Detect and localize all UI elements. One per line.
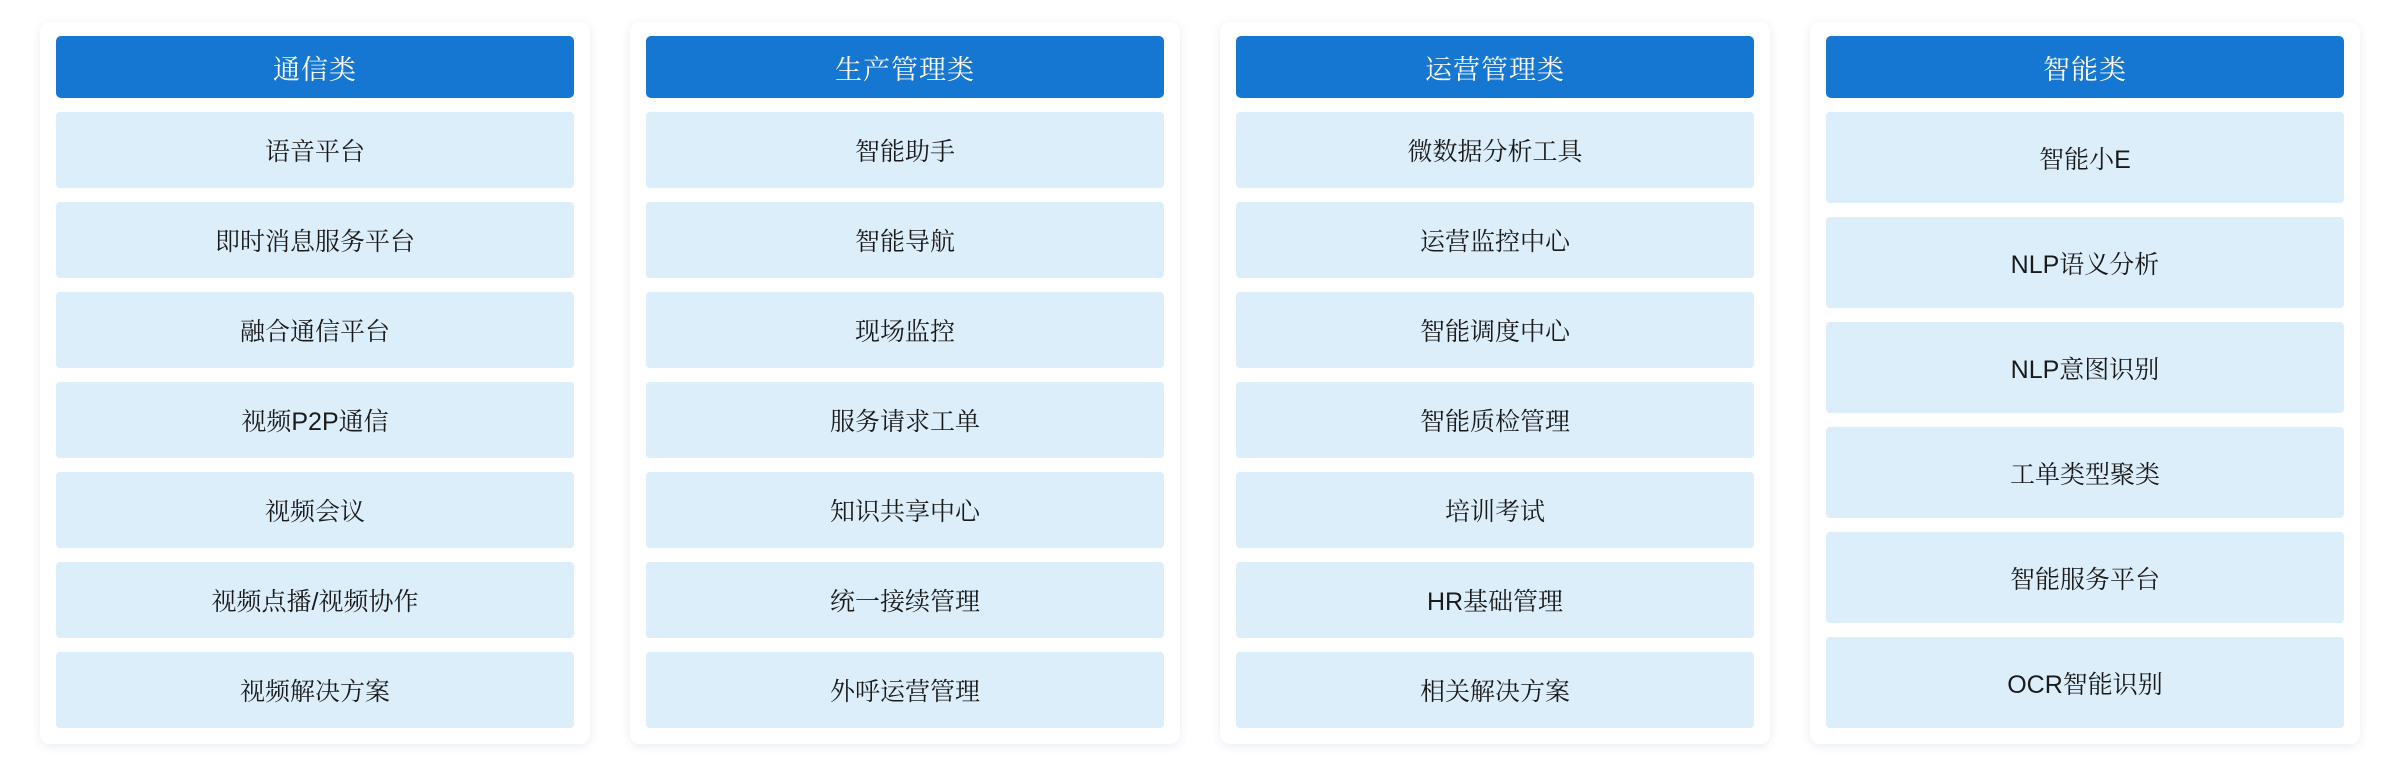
list-item[interactable]: 工单类型聚类: [1826, 427, 2344, 518]
list-item[interactable]: NLP意图识别: [1826, 322, 2344, 413]
list-item[interactable]: 语音平台: [56, 112, 574, 188]
column-header-operations-management: 运营管理类: [1236, 36, 1754, 98]
list-item[interactable]: 智能导航: [646, 202, 1164, 278]
list-item[interactable]: OCR智能识别: [1826, 637, 2344, 728]
column-header-production-management: 生产管理类: [646, 36, 1164, 98]
list-item[interactable]: 外呼运营管理: [646, 652, 1164, 728]
column-header-intelligence: 智能类: [1826, 36, 2344, 98]
category-column-communication: [40, 22, 590, 744]
list-item[interactable]: 统一接续管理: [646, 562, 1164, 638]
list-item[interactable]: 微数据分析工具: [1236, 112, 1754, 188]
column-items-communication: [56, 112, 574, 728]
list-item[interactable]: 视频解决方案: [56, 652, 574, 728]
list-item[interactable]: 即时消息服务平台: [56, 202, 574, 278]
list-item[interactable]: 智能服务平台: [1826, 532, 2344, 623]
column-header-communication: 通信类: [56, 36, 574, 98]
list-item[interactable]: HR基础管理: [1236, 562, 1754, 638]
category-column-intelligence: [1810, 22, 2360, 744]
list-item[interactable]: 智能小E: [1826, 112, 2344, 203]
list-item[interactable]: 视频P2P通信: [56, 382, 574, 458]
list-item[interactable]: 智能质检管理: [1236, 382, 1754, 458]
category-column-operations-management: [1220, 22, 1770, 744]
list-item[interactable]: 融合通信平台: [56, 292, 574, 368]
column-items-production-management: [646, 112, 1164, 728]
list-item[interactable]: 智能调度中心: [1236, 292, 1754, 368]
list-item[interactable]: 智能助手: [646, 112, 1164, 188]
category-column-production-management: [630, 22, 1180, 744]
list-item[interactable]: 视频点播/视频协作: [56, 562, 574, 638]
list-item[interactable]: NLP语义分析: [1826, 217, 2344, 308]
list-item[interactable]: 服务请求工单: [646, 382, 1164, 458]
list-item[interactable]: 培训考试: [1236, 472, 1754, 548]
column-items-operations-management: [1236, 112, 1754, 728]
list-item[interactable]: 视频会议: [56, 472, 574, 548]
list-item[interactable]: 现场监控: [646, 292, 1164, 368]
column-items-intelligence: [1826, 112, 2344, 728]
list-item[interactable]: 相关解决方案: [1236, 652, 1754, 728]
list-item[interactable]: 知识共享中心: [646, 472, 1164, 548]
list-item[interactable]: 运营监控中心: [1236, 202, 1754, 278]
